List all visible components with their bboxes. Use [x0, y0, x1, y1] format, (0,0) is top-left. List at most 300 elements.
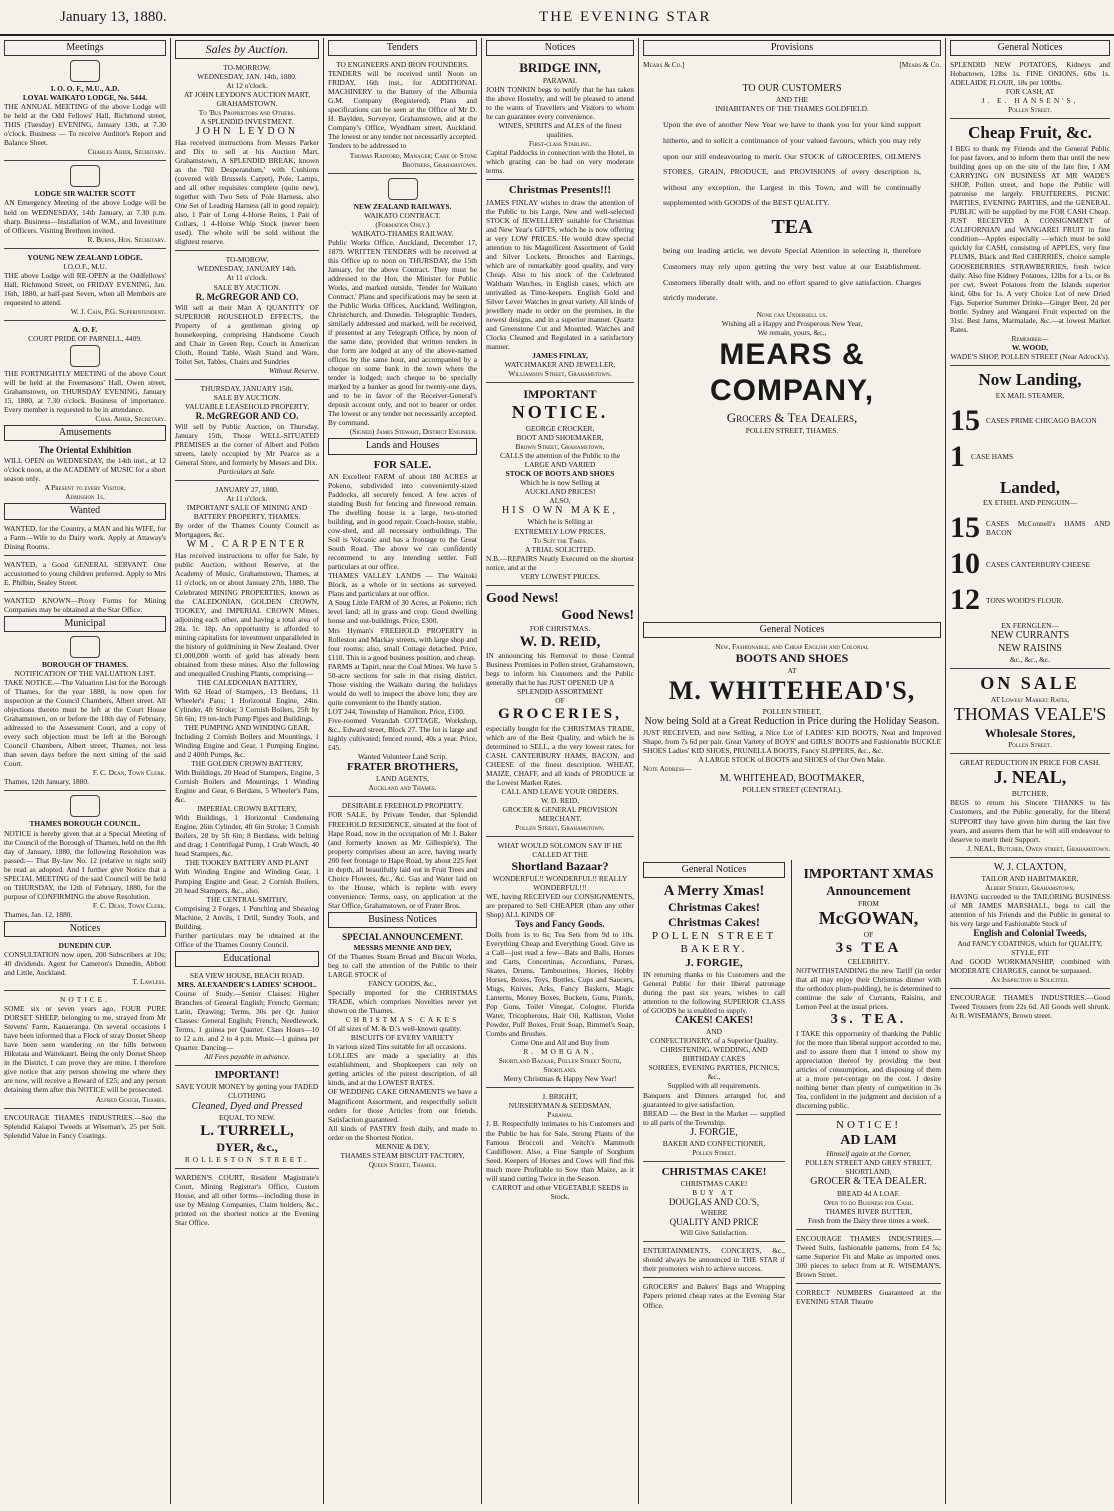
headline: NOTICE!	[836, 1118, 901, 1131]
headline: McGOWAN,	[818, 907, 919, 928]
ad-line: None can Undersell us.	[756, 309, 828, 319]
headline: NOTICE.	[511, 402, 609, 423]
headline: GROCER & TEA DEALER.	[810, 1176, 927, 1188]
section-heading: Tenders	[328, 40, 477, 56]
issue-date: January 13, 1880.	[60, 8, 167, 25]
ad-line: BUY AT	[692, 1188, 736, 1198]
ad-line: SALE BY AUCTION.	[213, 392, 281, 402]
headline: MRS. ALEXANDER'S LADIES' SCHOOL.	[177, 979, 317, 989]
ad-body: A Snug Little FARM of 30 Acres, at Pokeno; rich level land; all in grass and crop. Good dwelling house and out-buildings. Price, £300.	[328, 598, 477, 626]
headline: A Merry Xmas!	[663, 883, 765, 900]
ad-line: EX MAIL STEAMER,	[995, 390, 1065, 400]
ad-body: NOTICE is hereby given that at a Special Meeting of the Council of the Borough of Thames, held on the 8th day of January, 1880, the following Resolution was passed:— That By-law No. 12 (relative to night soil) be read as adopted. And I further give Notice that a SPECIAL MEETING of the said Council will be held on THURSDAY, the 12th of February, 1880, for the purpose of CONFIRMING the above Resolution.	[4, 828, 166, 901]
section-heading: Provisions	[643, 40, 941, 56]
ad-line: AT	[787, 665, 797, 675]
headline: A. O. F.	[72, 324, 98, 334]
ad-body: Including 2 Cornish Boilers and Mountings, 1 Winding Engine and Gear, 1 Pumping Engine, and 2 400ft Pumps, &c.	[175, 732, 319, 760]
ad-body: Public Works Office, Auckland, December 17, 1879. WRITTEN TENDERS will be received at this Office up to noon on THURSDAY, the 15th January, for the above Contract. They must be addressed to the Hon. the Minister for Public Works, and marked outside, 'Tender for Waikato Contract.' Plans and specifications may be seen at the Public Works Offices, Auckland, Wellington, Christchurch, and Dunedin. Telegraphic Tenders, similarly addressed and marked, will be received, if presented at any Telegraph Office, by noon of the same date, provided that written tenders in due form are lodged at any of the above-named offices by the same hour, and accompanied by a cheque on some bank in the town where the tender is lodged; such cheque to be specially marked by a banker as good for twenty-one days, and to be in favor of the Receiver-General's deposit account only, and not to bearer or order. The lowest or any tender not necessarily accepted. By command.	[328, 237, 477, 428]
ad-line: ALSO,	[549, 496, 571, 506]
ad-body: WE, having RECEIVED our CONSIGNMENTS, are prepared to Sell CHEAPER (than any other Shop) ALL KINDS OF	[486, 891, 634, 919]
ad-line: &c., &c., &c.	[1009, 654, 1051, 664]
ad-body: WILL OPEN on WEDNESDAY, the 14th inst., at 12 o'clock noon, at the ACADEMY of MUSIC for a short season only.	[4, 456, 166, 484]
ad-line: QUALITY AND PRICE	[669, 1217, 759, 1228]
headline: Christmas Presents!!!	[508, 184, 612, 197]
ad-line: AND THE	[775, 95, 809, 105]
ad-line: STOCK OF BOOTS AND SHOES	[505, 469, 615, 479]
subheadline: NOTIFICATION OF THE VALUATION LIST.	[14, 669, 156, 679]
ad-line: HIS OWN MAKE,	[502, 505, 618, 517]
headline: TEA	[771, 216, 813, 239]
column-tenders	[324, 38, 481, 1504]
ad-line: EQUAL TO NEW.	[218, 1112, 276, 1122]
ad-line: BREAD 4d A LOAF.	[836, 1188, 901, 1198]
ad-line: MENNIE & DEY,	[375, 1141, 430, 1151]
headline: GROCERIES,	[498, 706, 622, 723]
headline: Toys and Fancy Goods.	[515, 918, 605, 929]
headline: Now Landing,	[978, 369, 1082, 389]
ad-line: THE PUMPING AND WINDING GEAR,	[184, 722, 310, 732]
ad-line: FOR CHRISTMAS.	[529, 623, 591, 633]
ad-line: FOR CASH, AT	[1005, 87, 1055, 97]
ad-body: being our leading article, we devote Special Attention in selecting it, therefore Customers may rely upon getting the very best value at our Establishment. Customers liberally dealt with, and no effort spared to give satisfaction. Charges strictly moderate.	[663, 246, 921, 303]
ad-body: WANTED, for the Country, a MAN and his WIFE, for a Farm—Wife to do Dairy work. Apply at Attaway's Dining Rooms.	[4, 523, 166, 551]
ad-tag: [Mears & Co.	[899, 60, 941, 70]
ad-line: At 11 o'clock.	[226, 273, 268, 283]
ad-body: Further particulars may be obtained at the Office of the Thames County Council.	[175, 930, 319, 949]
headline: AD LAM	[840, 1133, 897, 1149]
ad-body: Will sell at their Mart A QUANTITY OF SUPERIOR HOUSEHOLD EFFECTS, the Property of a gentleman giving up housekeeping, comprising Handsome Couch and Chair in Green Rep, Couch in American Cloth, Round Table, Wash Stand and Ware, Toilet Set, Tables, Chairs and Sundries	[175, 302, 319, 366]
ad-line: THE CENTRAL SMITHY,	[206, 894, 288, 904]
ad-body: By order of the Thames County Council as Mortgagees, &c.	[175, 521, 319, 540]
ad-body: TENDERS will be received until Noon on FRIDAY, 16th inst., for ADDITIONAL MACHINERY to the Battery of the Alburnia G.M. Company (Registered). Plans and specifications can be seen at the Office of Mr D. H. Baylden, Surveyor, Grahamstown, and at the Company's Office, Wyndham street, Auckland. The lowest or any tender not necessarily accepted. Tenders to be addressed to	[328, 69, 477, 151]
ad-body: Will sell by Public Auction, on Thursday, January 15th, Those WELL-SITUATED PREMISES at the corner of Albert and Pollen streets, lately occupied by Mr Pearce as a General Store, and formerly by Messrs and Dix.	[175, 421, 319, 467]
ad-line: SAVE YOUR MONEY by getting your FADED CLOTHING	[175, 1082, 319, 1101]
ad-line: Admission 1s.	[65, 492, 105, 502]
headline: DOUGLAS AND CO.'S,	[668, 1197, 760, 1208]
ad-line: Cleaned, Dyed and Pressed	[191, 1100, 303, 1112]
quantity: 15	[950, 511, 980, 545]
ad-line: VALUABLE LEASEHOLD PROPERTY.	[184, 401, 310, 411]
ad-line: BAKER AND CONFECTIONER,	[662, 1138, 766, 1148]
ad-line: Fresh from the Dairy three times a week.	[807, 1215, 930, 1225]
headline: The Oriental Exhibition	[38, 445, 132, 456]
ad-line: CONFECTIONERY, of a Superior Quality.	[650, 1036, 778, 1046]
headline: JAMES FINLAY,	[532, 351, 588, 361]
ad-line: FANCY GOODS, &c.,	[368, 979, 437, 989]
ad-body: Mrs Hyman's FREEHOLD PROPERTY in Rolleston and Mackay streets, with large shop and four rooms; also, small Cottage detached. Price, £110. This is a good business position, and cheap.	[328, 625, 477, 662]
ad-line: POLLEN STREET AND GREY STREET,	[805, 1158, 932, 1168]
ad-body: BREAD — the Best in the Market — supplied to all parts of the Township.	[643, 1108, 785, 1127]
headline: ON SALE	[980, 672, 1080, 693]
ad-line: Pollen Street.	[692, 1147, 736, 1157]
ad-line: WATCHMAKER AND JEWELLER,	[504, 360, 616, 370]
ad-body: THE ANNUAL MEETING of the above Lodge will be held at the Odd Fellows' Hall, Richmond street, THIS (Tuesday) EVENING, January 13th, at 7.30 o'clock. Business — To receive Auditor's Report and Balance Sheet.	[4, 102, 166, 148]
ad-line: NURSERYMAN & SEEDSMAN,	[508, 1101, 612, 1111]
ad-tag: Mears & Co.]	[643, 60, 685, 70]
ad-body: And GOOD WORKMANSHIP, combined with MODERATE CHARGES, cannot be surpassed.	[950, 957, 1110, 976]
headline: Good News!	[486, 590, 559, 606]
headline: Shortland Bazaar?	[511, 859, 609, 874]
ad-line: THE GOLDEN CROWN BATTERY,	[191, 759, 303, 769]
ad-body: WARDEN'S COURT, Resident Magistrate's Court, Mining Registrar's Office, Custom House, and all other forms—including those in use by Mining Companies, Claim holders, &c., printed on the shortest notice at the Evening Star Office.	[175, 1172, 319, 1227]
section-heading: General Notices	[643, 862, 785, 878]
ad-body: ENCOURAGE THAMES INDUSTRIES.—Tweed Suits, fashionable patterns, from £4 5s; same Superior Fit and Make as imported ones. 300 pieces to select from at R. WISEMAN'S, Brown Street.	[796, 1233, 941, 1279]
ad-body: ENCOURAGE THAMES INDUSTRIES.—See the Splendid Kaiapoi Tweeds at Wiseman's, 25 per Suit. Splendid Value in Fancy Coatings.	[4, 1112, 166, 1140]
ad-body: THE above Lodge will RE-OPEN at the Oddfellows' Hall, Richmond Street, on FRIDAY EVENING, Jan. 16th, 1880, at half-past Seven, when all Members are requested to attend.	[4, 270, 166, 307]
oddfellows-emblem-icon	[70, 60, 100, 82]
ad-line: Remember—	[1011, 333, 1049, 343]
ad-line: New, Fashionable, and Cheap English and Colonial	[715, 642, 869, 652]
ad-line: First-class Stabling.	[528, 139, 592, 149]
ad-body: LOLLIES are made a speciality at this establishment, and Shopkeepers can rely on getting articles of the purest description, of all kinds, and at the LOWEST RATES.	[328, 1051, 477, 1088]
column-bakery	[639, 860, 789, 1504]
ad-line: Shortland Bazaar, Pollen Street South, Shortland.	[498, 1056, 622, 1075]
ad-line: JANUARY 27, 1880.	[215, 485, 279, 494]
ad-line: Parawai.	[547, 1110, 573, 1120]
headline: BOOTS AND SHOES	[735, 651, 849, 666]
ad-body: AN Emergency Meeting of the above Lodge will be held on WEDNESDAY, 14th January, at 7.30 p.m. sharp. Business—Installation of W.M., and Investiture of Officers. Visiting Brethren invited.	[4, 198, 166, 235]
section-heading: General Notices	[950, 40, 1110, 56]
headline: Christmas Cakes!	[668, 915, 760, 930]
ad-line: An Inspection is Solicited.	[991, 975, 1069, 985]
section-heading: Municipal	[4, 616, 166, 632]
headline: THOMAS VEALE'S	[953, 703, 1107, 724]
ad-body: THAMES VALLEY LANDS — The Waitoki Block, as a whole or in sections as surveyed. Plans and particulars at our office.	[328, 571, 477, 599]
subheadline: I.O.O.F., M.U.	[63, 261, 107, 271]
ad-body: FOR SALE, by Private Tender, that Splendid FREEHOLD RESIDENCE, situated at the foot of Hape Road, now in the occupation of Mr J. Baker (and formerly known as Mr Gillespie's). The property comprises about an acre, having nearly 200 feet frontage to Hape Road, by about 225 feet in depth, all beautifully laid out in Fruit Trees and Choice Flowers, &c., &c. Gas and Water laid on to the House, which is replete with every convenience. Terms, easy, on application at the Star Office, Grahamstown, or of Frater Bros.	[328, 810, 477, 910]
column-mcgowan	[791, 860, 945, 1504]
headline: THAMES BOROUGH COUNCIL.	[29, 819, 141, 829]
ad-body: Course of Study.—Senior Classes: Higher Branches of General English; French; German; Latin, Drawing; Terms, 30s per Qr. Junior Classes: General English; French; Needlework. Terms, 1 guinea per Quarter. Class Hours—10 to 12 a.m. and 2 to 4 p.m. Music—1 guinea per Quarter. Dancing—	[175, 989, 319, 1053]
ad-body: TAKE NOTICE.—The Valuation List for the Borough of Thames, for the year 1880, is now open for inspection at the Council Chambers, Albert street. All objections thereto must be left at the Court House Grahamstown, on or before the 18th day of February, addressed to the Assessment Court, and a copy of every such objection must be left at the Borough Council Chambers, Albert street, Thames, not less than seven days before the next sitting of the said Court.	[4, 678, 166, 769]
ad-line: Which he is now Selling at	[520, 478, 600, 488]
headline: CAKES! CAKES!	[674, 1015, 754, 1027]
ad-body: IN returning thanks to his Customers and the General Public for their liberal patronage during the past six years, wishes to call attention to the following SUPERIOR CLASS of GOODS he is enabled to supply.	[643, 969, 785, 1016]
ad-line: GEORGE CROCKER,	[525, 424, 595, 433]
ad-line: OF	[863, 929, 874, 939]
signature: Chas. Ahier, Secretary.	[95, 414, 166, 424]
ad-body: Comprising 2 Forges, 1 Punching and Shearing Machine, 2 Anvils, 1 Drill, Sundry Tools, and Building.	[175, 903, 319, 931]
ad-line: GREAT REDUCTION IN PRICE FOR CASH.	[959, 758, 1101, 768]
section-heading: General Notices	[643, 622, 941, 638]
headline: Grocers & Tea Dealers,	[726, 410, 858, 426]
ad-line: CARROT and other VEGETABLE SEEDS in Stock.	[491, 1182, 629, 1201]
ad-line: THE TOOKEY BATTERY AND PLANT	[185, 858, 309, 868]
headline: POLLEN STREET BAKERY.	[651, 929, 777, 956]
signature: W. J. Cain, P.G. Superintendent.	[70, 306, 166, 316]
ad-body: ENTERTAINMENTS, CONCERTS, &c., should always be announced in THE STAR if their promoters wish to achieve success.	[643, 1246, 785, 1274]
ad-body: SPLENDID NEW POTATOES, Kidneys and Hobartown, 12lbs 1s. FINE ONIONS, 6lbs 1s. ADELAIDE FLOUR, 18s per 100lbs.	[950, 60, 1110, 88]
quantity: 1	[950, 439, 965, 473]
ad-line: TONS WOOD'S FLOUR.	[986, 595, 1064, 605]
ad-line: BUTCHER,	[1011, 789, 1049, 799]
ad-line: And FANCY COATINGS, which for QUALITY, STYLE, FIT	[957, 938, 1103, 957]
ad-body: Dolls from 1s to 6s; Tea Sets from 9d to 10s. Everything Cheap and Everything Good. Give us a Call—just read a few—Bats and Balls, Horses and Carts, Concertinas, Accordians, Purses, Skates, Drums, Tambourines, Horses, Hobby Horses, Boxes, Toys, Bottles, Cups and Saucers, Mugs, Knives, Arks, Fancy Baskets, Magic Lanterns, Money Boxes, Buckets, Guns, Pistols, Pop Guns, Toilet Vinegar, Cologne, Florida Water, Tricopherous, Hair Oil, Kalliston, Violet Powder, Puff Boxes, Fruit Soap, Rimmel's Soap, Combs and Brushes.	[486, 929, 634, 1039]
ad-body: I TAKE this opportunity of thanking the Public for the more than liberal support accorded to me, and to assure them that I intend to show my appreciation thereof by providing the best articles of consumption, and disposing of them at a more per-centage on the cost. I desire nothing better than plenty of competition in 3s Tea, confident in the judgment and decision of a discerning public.	[796, 1028, 941, 1110]
ad-body: J. B. Respectfully intimates to his Customers and the Public he has for Sale, Strong Plants of the Famous Broccoli and Veitch's Mammoth Cauliflower. Also, a Fine Sample of Sorghum Seed. Keepers of Horses and Cows will find this much more Profitable to Sow than Maize, as it will stand cutting Twice in the Season.	[486, 1119, 634, 1183]
ad-body: With 62 Head of Stampers, 13 Berdans, 11 Wheeler's Pans; 1 Horizontal Engine, 24in. Cylinder, 4ft Stroke; 3 Cornish Boilers, 25ft by 5ft 6in; 19 ten-inch Pump Pipes and Buildings.	[175, 686, 319, 723]
headline: DUNEDIN CUP.	[58, 941, 112, 950]
ad-line: A LARGE STOCK of BOOTS and SHOES of Our Own Make.	[698, 754, 886, 764]
ad-line: Supplied with all requirements.	[667, 1081, 761, 1091]
column-meetings	[0, 38, 170, 1504]
section-heading: Notices	[4, 921, 166, 937]
ad-line: SOIREES, EVENING PARTIES, PICNICS, &c.,	[648, 1063, 780, 1082]
ad-date: Thames, 12th January, 1880.	[4, 777, 89, 787]
signature: Charles Ahier, Secretary.	[87, 147, 166, 157]
ad-line: THE CALEDONIAN BATTERY,	[196, 677, 298, 687]
headline: W. WOOD,	[1011, 342, 1049, 352]
ad-line: POLLEN STREET,	[762, 706, 822, 716]
headline: Christmas Cakes!	[668, 900, 760, 915]
ad-date: Thames, Jan. 12, 1880.	[4, 909, 73, 919]
ad-body: CONSULTATION now open, 200 Subscribers at 10s; 40 dividends. Agent for Cameron's Dunedin, Abbott and Little, Auckland.	[4, 950, 166, 978]
ad-line: NEW RAISINS	[998, 642, 1062, 654]
ad-line: A SPLENDID INVESTMENT.	[200, 116, 294, 126]
headline: Good News!	[561, 607, 634, 623]
ad-line: EXTREMELY LOW PRICES,	[514, 526, 606, 536]
ad-line: INHABITANTS OF THE THAMES GOLDFIELD.	[715, 104, 869, 114]
ad-line: WHERE	[700, 1208, 728, 1218]
ad-body: Banquets and Dinners arranged for, and guaranteed to give satisfaction.	[643, 1090, 785, 1109]
signature: Thomas Radford, Manager; Care of Stone Brothers, Grahamstown.	[349, 150, 477, 169]
ad-line: Now being Sold at a Great Reduction in Price during the Holiday Season.	[644, 715, 940, 727]
ad-line: Merry Christmas & Happy New Year!	[503, 1074, 617, 1084]
ad-line: VERY LOWEST PRICES.	[520, 571, 600, 581]
headline: MEARS & COMPANY,	[709, 337, 875, 408]
headline: DESIRABLE FREEHOLD PROPERTY.	[341, 801, 464, 811]
ad-line: R. MORGAN.	[523, 1047, 597, 1057]
ad-line: We remain, yours, &c.,	[757, 327, 827, 337]
ad-line: To 'Bus Proprietors and Others.	[198, 107, 296, 117]
ad-body: FARMS at Tapiri, near the Coal Mines. We have 5 50-acre sections for sale in that rising district. Those visiting the Waikato during the holidays would do well to inspect the above lots; they are quite convenient to the Huntly station.	[328, 661, 477, 707]
ad-body: OF WEDDING CAKE ORNAMENTS we have a Magnificent Assortment, and respectfully solicit orders for those Articles from our friends. Satisfaction guaranteed.	[328, 1087, 477, 1124]
ad-body: IN announcing his Removal to those Central Business Premises in Pollen street, Grahamstown, begs to inform his Customers and the Public generally that he has JUST OPENED UP A	[486, 651, 635, 688]
headline: Landed,	[1000, 477, 1060, 497]
headline: W. J. CLAXTON,	[993, 861, 1067, 873]
ad-line: LARGE AND VARIED	[524, 460, 596, 470]
ad-line: WAIKATO-THAMES RAILWAY.	[351, 228, 454, 238]
ad-line: Note Address—	[643, 763, 692, 773]
borough-crest-icon	[70, 636, 100, 658]
ad-body: Of the Thames Steam Bread and Biscuit Works, beg to call the attention of the Public to their LARGE STOCK of	[328, 952, 477, 980]
headline: Cheap Fruit, &c.	[968, 123, 1092, 143]
ad-line: WEDNESDAY, JAN. 14th, 1880.	[197, 71, 297, 81]
ad-body: Five-roomed Verandah COTTAGE, Workshop, &c., Edward street, Block 27. The lot is large and highly cultivated; fenced round, 40s a year. Price, £45.	[328, 715, 477, 752]
ad-body: CORRECT NUMBERS Guaranteed at the EVENING STAR Theatre	[796, 1287, 941, 1306]
foresters-emblem-icon	[70, 345, 100, 367]
ad-line: POLLEN STREET (CENTRAL).	[742, 785, 842, 795]
quantity: 10	[950, 547, 980, 581]
headline: 3s. TEA.	[830, 1012, 907, 1028]
ad-body: All kinds of PASTRY fresh daily, and made to order on the Shortest Notice.	[328, 1123, 477, 1142]
ad-line: Himself again at the Corner,	[826, 1149, 911, 1159]
headline: J. FORGIE,	[685, 956, 743, 969]
ad-line: CALL AND LEAVE YOUR ORDERS.	[501, 786, 619, 796]
section-heading: Amusements	[4, 425, 166, 441]
signature: (Signed) James Stewart, District Engineer.	[349, 427, 477, 437]
headline: IMPORTANT	[523, 387, 597, 402]
ad-body: AN Excellent FARM of about 180 ACRES at Pokeno, subdivided into conveniently-sized Paddocks, all securely fenced. A few acres of standing Bush for fencing and firewood remain. The dwelling house is a large, two-storied building, and in good repair. Coach-house, stable, cow-shed, and all necessary outbuildings. The Soil is Volcanic and has a frontage to the Great South Road. The above we can confidently recommend to any intending settler. Full particulars at our office.	[328, 471, 477, 572]
headline: FOR SALE.	[373, 458, 432, 471]
ad-line: BISCUITS OF EVERY VARIETY	[350, 1033, 455, 1043]
ad-line: THAMES STEAM BISCUIT FACTORY,	[340, 1150, 465, 1160]
ad-line: M. WHITEHEAD, BOOTMAKER,	[719, 772, 865, 784]
ad-line: PARAWAI.	[542, 76, 578, 86]
section-heading: Sales by Auction.	[175, 40, 319, 59]
ad-line: BOOT AND SHOEMAKER,	[516, 433, 604, 443]
ad-line: THAMES RIVER BUTTER,	[825, 1206, 912, 1216]
headline: IMPORTANT!	[214, 1070, 280, 1082]
ad-line: At 11 o'clock.	[226, 494, 268, 504]
ad-body: JOHN TONKIN begs to notify that he has taken the above Hostelry, and will be pleased to attend to the wants of Travellers and Visitors to whom he can guarantee every convenience.	[486, 85, 634, 122]
ad-line: A Present to every Visitor.	[44, 483, 126, 493]
ad-line: All Fees payable in advance.	[204, 1052, 290, 1062]
ad-line: POLLEN STREET, THAMES.	[745, 425, 839, 435]
ad-body: Has received instructions to offer for Sale, by public Auction, without Reserve, at the Academy of Music, Grahamstown, Thames, at 11 o'clock, on or about January 27th, 1880, The Celebrated MINING PROPERTIES, known as the CALEDONIAN, GOLDEN CROWN, TOOKEY, and IMPERIAL CROWN Mines, adjoining each other, and having a total area of 28a. 1r. 18p. An opportunity is afforded to mining capitalists for investment unparalleled in the history of goldmining in New Zealand. Over £1,000,000 worth of gold has already been obtained from these mines. Also the following and unequalled Crushing Plants, comprising—	[175, 551, 319, 678]
ad-body: JAMES FINLAY wishes to draw the attention of the Public to his Large, New and well-selected STOCK of JEWELLERY suitable for Christmas and New Year's GIFTS, which he is now offering at very LOW PRICES. He would draw special attention to his Magnificent Assortment of Gold and Silver Lockets, Brooches and Earrings, which are of remarkably good quality, and very Cheap. Also to his stock of the Celebrated Waltham Watches, in English cases, which are unrivalled as Time-keepers. English Gold and Silver Lever Watches in great variety. All kinds of jewellery made to order on the premises, in the newest designs, and in a superior manner. Quartz and Greenstone Cut and Mounted. Watches and Clocks Cleaned and Regulated in a satisfactory manner.	[486, 197, 634, 352]
ad-body: Of all sizes of M. & D.'s well-known quality.	[328, 1024, 462, 1034]
ad-line: IMPERIAL CROWN BATTERY,	[197, 804, 297, 814]
ad-line: SPLENDID ASSORTMENT	[517, 687, 603, 697]
ad-line: CHRISTENING, WEDDING, AND BIRTHDAY CAKES	[660, 1045, 768, 1064]
headline: MESSRS MENNIE AND DEY,	[353, 942, 452, 952]
ad-line: CASES CANTERBURY CHEESE	[986, 559, 1091, 569]
ad-line: SALE BY AUCTION.	[213, 282, 281, 292]
ad-line: W. D. REID,	[540, 795, 580, 805]
ad-line: CASES McConnell's HAMS AND BACON	[986, 519, 1110, 538]
ad-body: THE FORTNIGHTLY MEETING of the above Court will be held at the Freemasons' Hall, Owen street, Grahamstown, on THURSDAY EVENING, January 15, 1880, at 7.30 o'clock. Business of importance. Every member is requested to be in attendance.	[4, 368, 166, 415]
ad-line: At 12 o'clock.	[226, 80, 268, 90]
quantity: 15	[950, 403, 980, 437]
ad-line: SHORTLAND,	[845, 1167, 892, 1177]
ad-body: Capital Paddocks in connection with the Hotel, in which grazing can be had on very moderate terms.	[486, 148, 634, 176]
section-heading: Lands and Houses	[328, 438, 477, 454]
headline: Announcement	[826, 883, 911, 899]
signature: T. Lawless.	[132, 977, 166, 987]
ad-line: Williamson Street, Grahamstown.	[508, 369, 612, 379]
headline: DYER, &c.,	[216, 1140, 278, 1155]
borough-crest-icon	[70, 795, 100, 817]
headline: R. McGREGOR AND CO.	[195, 410, 299, 421]
ad-line: WONDERFUL!! WONDERFUL!! REALLY WONDERFUL!!!	[492, 873, 628, 892]
ad-line: A TRIAL SOLICITED.	[524, 544, 595, 554]
ad-line: Auckland and Thames.	[368, 783, 437, 793]
headline: IMPORTANT XMAS	[803, 867, 934, 882]
ad-line: Wishing all a Happy and Prosperous New Year,	[721, 318, 863, 328]
ad-line: GROCER & GENERAL PROVISION MERCHANT.	[502, 804, 618, 823]
signature: F. C. Dean, Town Clerk.	[92, 900, 166, 910]
whitehead-block	[639, 620, 945, 840]
ad-line: Albert Street, Grahamstown,	[985, 882, 1075, 892]
signature: F. C. Dean, Town Clerk.	[92, 768, 166, 778]
section-heading: Meetings	[4, 40, 166, 56]
headline: SPECIAL ANNOUNCEMENT.	[342, 932, 463, 942]
ad-line: WINES, SPIRITS and ALES of the finest qualities.	[498, 121, 622, 140]
ad-line: AT JOHN LEYDON'S AUCTION MART, GRAHAMSTOWN.	[183, 89, 311, 108]
masonic-emblem-icon	[70, 165, 100, 187]
ad-line: WADE'S SHOP, POLLEN STREET (Near Adcock's).	[950, 351, 1110, 361]
ad-body: With Winding Engine and Winding Gear, 1 Pumping Engine and Gear, 2 Cornish Boilers, 20 head Stampers, &c., also,	[175, 867, 319, 895]
ad-body: With Buildings, 20 Head of Stampers, Engine, 3 Cornish Boilers and Mountings, 1 Winding Engine and Gear, 6 Berdans, 5 Wheeler's Pans, &c.	[175, 768, 319, 805]
masthead	[0, 0, 1114, 36]
headline: TO OUR CUSTOMERS	[742, 83, 842, 95]
ad-body: ENCOURAGE THAMES INDUSTRIES.—Good Tweed Trousers from 22s 6d. All Goods well shrunk. At R. WISEMAN'S, Brown street.	[950, 993, 1110, 1021]
ad-body: Specially imported for the CHRISTMAS TRADE, which comprises Novelties never yet shown on the Thames.	[328, 988, 477, 1016]
ad-line: CASES PRIME CHICAGO BACON	[986, 416, 1097, 426]
ad-line: TO-MORROW.	[223, 62, 271, 72]
column-general-notices	[946, 38, 1114, 1504]
ad-body: HAVING succeeded to the TAILORING BUSINESS of MR JAMES MARSHALL, begs to call the attention of his Friends and the Public in general to his very large and Fashionable Stock of	[950, 891, 1110, 928]
ad-line: THURSDAY, JANUARY 15th.	[200, 383, 294, 393]
headline: WM. CARPENTER	[186, 539, 308, 551]
headline: J. BRIGHT,	[542, 1092, 578, 1102]
ad-line: LAND AGENTS,	[376, 774, 429, 784]
ad-body: Upon the eve of another New Year we have to thank you for your kind support hitherto, and to solicit a continuance of your valued favours, which you may rely upon our still endeavouring to merit. Our STOCK of GROCERIES, OILMEN'S STORES, GRAIN, PRODUCE, and PROVISIONS of every description is, without any exception, the Largest in this Town, and will be continually supplemented with GOODS of the BEST QUALITY.	[663, 120, 921, 208]
ad-line: J. FORGIE,	[690, 1126, 738, 1138]
ad-line: WEDNESDAY, JANUARY 14th.	[197, 264, 297, 274]
headline: TO ENGINEERS AND IRON FOUNDERS.	[336, 60, 469, 70]
headline: CHRISTMAS CAKE!	[661, 1165, 767, 1178]
section-heading: Notices	[486, 40, 634, 56]
ad-line: SEA VIEW HOUSE, BEACH ROAD.	[189, 970, 305, 980]
ad-line: CALLS the attention of the Public to the	[499, 451, 621, 461]
headline: 3s TEA	[835, 939, 902, 956]
headline: W. D. REID,	[519, 633, 601, 650]
ad-body: WANTED, a Good GENERAL SERVANT. One accustomed to young children preferred. Apply to Mrs E. Philbin, Sealey Street.	[4, 559, 166, 587]
headline: M. WHITEHEAD'S,	[668, 675, 916, 705]
ad-line: Pollen Street, Grahamstown.	[515, 823, 605, 832]
ad-line: J. E. HANSEN'S,	[981, 96, 1079, 106]
ad-line: AUCKLAND PRICES!	[524, 487, 596, 497]
ad-line: FROM	[858, 898, 879, 908]
ad-line: Come One and All and Buy from	[510, 1038, 610, 1048]
column-provisions	[639, 38, 945, 618]
ad-line: OF	[555, 696, 565, 706]
column-notices	[482, 38, 638, 1504]
ad-line: To Suit the Times.	[532, 535, 587, 545]
ad-line: Without Reserve.	[268, 365, 319, 375]
ad-line: Pollen Street.	[1008, 105, 1052, 115]
ad-line: Particulars at Sale.	[218, 466, 276, 476]
headline: BRIDGE INN,	[519, 60, 601, 76]
headline: R. McGREGOR AND CO.	[195, 291, 299, 302]
headline: Wholesale Stores,	[984, 725, 1076, 740]
headline: L. TURRELL,	[200, 1122, 294, 1139]
ad-line: EX ETHEL AND PENGUIN—	[983, 498, 1077, 508]
ad-line: Will Give Satisfaction.	[680, 1228, 748, 1238]
headline: I. O. O. F., M.U., A.D.	[50, 84, 120, 94]
ad-body: With Buildings, 1 Horizontal Condensing Engine, 26in Cylinder, 4ft 6in Stroke; 3 Cornish Boilers, 28 by 5ft 6in; 8 Berdans, with belting and drag; 1 Centrifugal Pump, 1 Crab Winch, 40 head Stampers, &c.	[175, 813, 319, 859]
ad-line: EX FERNGLEN—	[1001, 621, 1059, 631]
section-heading: Educational	[175, 951, 319, 967]
headline: BOROUGH OF THAMES.	[41, 660, 129, 670]
headline: JOHN LEYDON	[195, 125, 299, 137]
ad-line: TAILOR AND HABITMAKER,	[981, 873, 1079, 883]
ad-line: Wanted Volunteer Land Scrip.	[357, 751, 448, 761]
ad-line: WHAT WOULD SOLOMON SAY IF HE CALLED AT THE	[497, 841, 623, 860]
royal-crest-icon	[388, 178, 418, 200]
headline: FRATER BROTHERS,	[346, 760, 459, 773]
ad-line: Queen Street, Thames.	[368, 1159, 437, 1169]
ad-line: NEW CURRANTS	[990, 630, 1070, 642]
ad-body: Has received instructions from Messrs Parker and Dix to sell at his Auction Mart, Grahamstown, A SPLENDID BREAK, known as the 'Nil Desperandum,' with Cushions (covered with Brussels Carpet), Pole, Lamps, and all other requisites complete (quite new), together with Two Sets of Pole Harness, also One Set of Leading Harness (all in good repair); also, 1 Pair of Long 4-Horse Reins, 1 Pair of Collars, 1 4-Horse Whip Stock (never been used). The whole will be sold without the slightest reserve.	[175, 138, 319, 247]
ad-line: Pollen Street.	[1008, 740, 1052, 750]
headline: J. NEAL,	[993, 767, 1067, 788]
subheadline: COURT PRIDE OF PARNELL, 4409.	[28, 333, 142, 343]
ad-body: In various sized Tins suitable for all occasions.	[328, 1042, 467, 1052]
headline: NEW ZEALAND RAILWAYS.	[353, 201, 452, 211]
